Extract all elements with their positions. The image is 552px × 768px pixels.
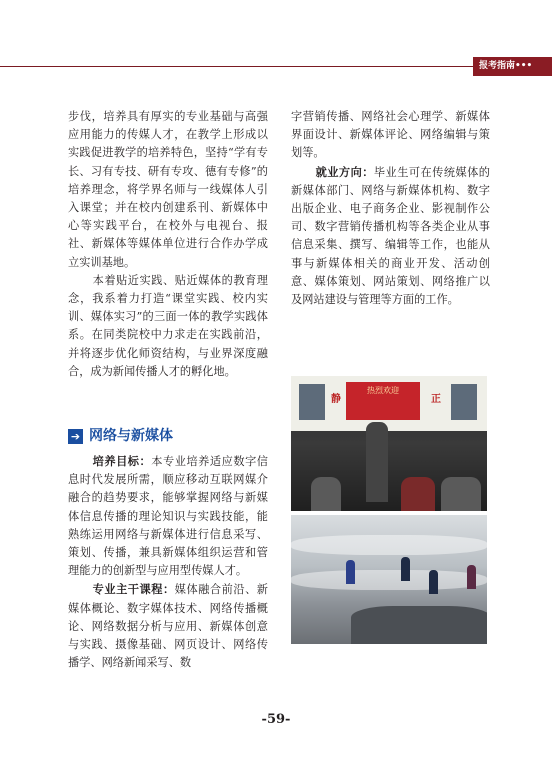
goal-text: 本专业培养适应数字信息时代发展所需，顺应移动互联网媒介融合的趋势要求，能够掌握网络与新媒体信息传播的理论知识与实践技能，能熟练运用网络与新媒体进行信息采写、策划、传播，兼具新媒体组织运营和管理能力的创新型与应用型传媒人才。 — [68, 455, 268, 578]
person-figure — [429, 570, 438, 594]
audience-figure — [401, 477, 435, 511]
audience-figure — [311, 477, 341, 511]
paragraph — [68, 452, 268, 580]
lecture-photo — [291, 376, 487, 511]
speaker-figure — [366, 422, 388, 502]
jobs-text: 毕业生可在传统媒体的新媒体部门、网络与新媒体机构、数字出版企业、电子商务企业、影视制作公司、数字营销传播机构等各类企业从事信息采集、撰写、编辑等工作，也能从事与新媒体相关的商业开发、活动创意、媒体策划、网站策划、网络推广以及网站建设与管理等方面的工作。 — [291, 165, 490, 307]
arrow-right-icon: ➔ — [68, 429, 83, 444]
paragraph: 步伐，培养具有厚实的专业基础与高强应用能力的传媒人才，在教学上形成以实践促进教学的培养特色，坚持“学有专长、习有专技、研有专攻、德有专修”的培养理念，将学界名师与一线媒体人引入课堂；并在校内创建系刊、新媒体中心等实践平台，在校外与电视台、报社、新媒体等媒体单位进行合作办学成立实训基地。 — [68, 110, 268, 269]
person-figure — [467, 565, 476, 589]
section-heading — [68, 426, 173, 446]
page-number: -59- — [261, 712, 291, 727]
paragraph — [68, 580, 268, 672]
person-figure — [401, 557, 410, 581]
jobs-label: 就业方向： — [315, 164, 374, 179]
section-tag: 报考指南••• — [473, 57, 552, 76]
paragraph — [291, 163, 490, 310]
paragraph: 本着贴近实践、贴近媒体的教育理念，我系着力打造“课堂实践、校内实训、媒体实习”的三面一体的教学实践体系。在同类院校中力求走在实践前沿，并将逐步优化师资结构，与业界深度融合，成为新闻传播人才的孵化地。 — [68, 273, 268, 378]
photo-window — [299, 384, 325, 420]
banner-text: 热烈欢迎 — [367, 386, 399, 395]
courses-text: 媒体融合前沿、新媒体概论、数字媒体技术、网络传播概论、网络数据分析与应用、新媒体创意与实践、摄像基础、网页设计、网络传播学、网络新闻采写、数 — [68, 583, 268, 670]
person-figure — [346, 560, 355, 584]
header-rule — [0, 66, 486, 67]
left-column-text-2 — [68, 452, 268, 672]
photo-wave — [291, 570, 487, 590]
wall-character: 静 — [331, 394, 341, 405]
paragraph: 字营销传播、网络社会心理学、新媒体界面设计、新媒体评论、网络编辑与策划等。 — [291, 110, 490, 160]
courses-label: 专业主干课程： — [92, 582, 175, 597]
photo-window — [451, 384, 477, 420]
photo-rock — [351, 606, 487, 644]
wall-character: 正 — [431, 394, 441, 405]
right-column-text — [291, 108, 490, 309]
goal-label: 培养目标： — [92, 454, 152, 468]
audience-figure — [441, 477, 481, 511]
photo-wave — [291, 535, 487, 555]
photo-banner — [346, 382, 420, 420]
seaside-photo — [291, 515, 487, 644]
section-title: 网络与新媒体 — [89, 428, 173, 444]
left-column-text — [68, 108, 268, 381]
